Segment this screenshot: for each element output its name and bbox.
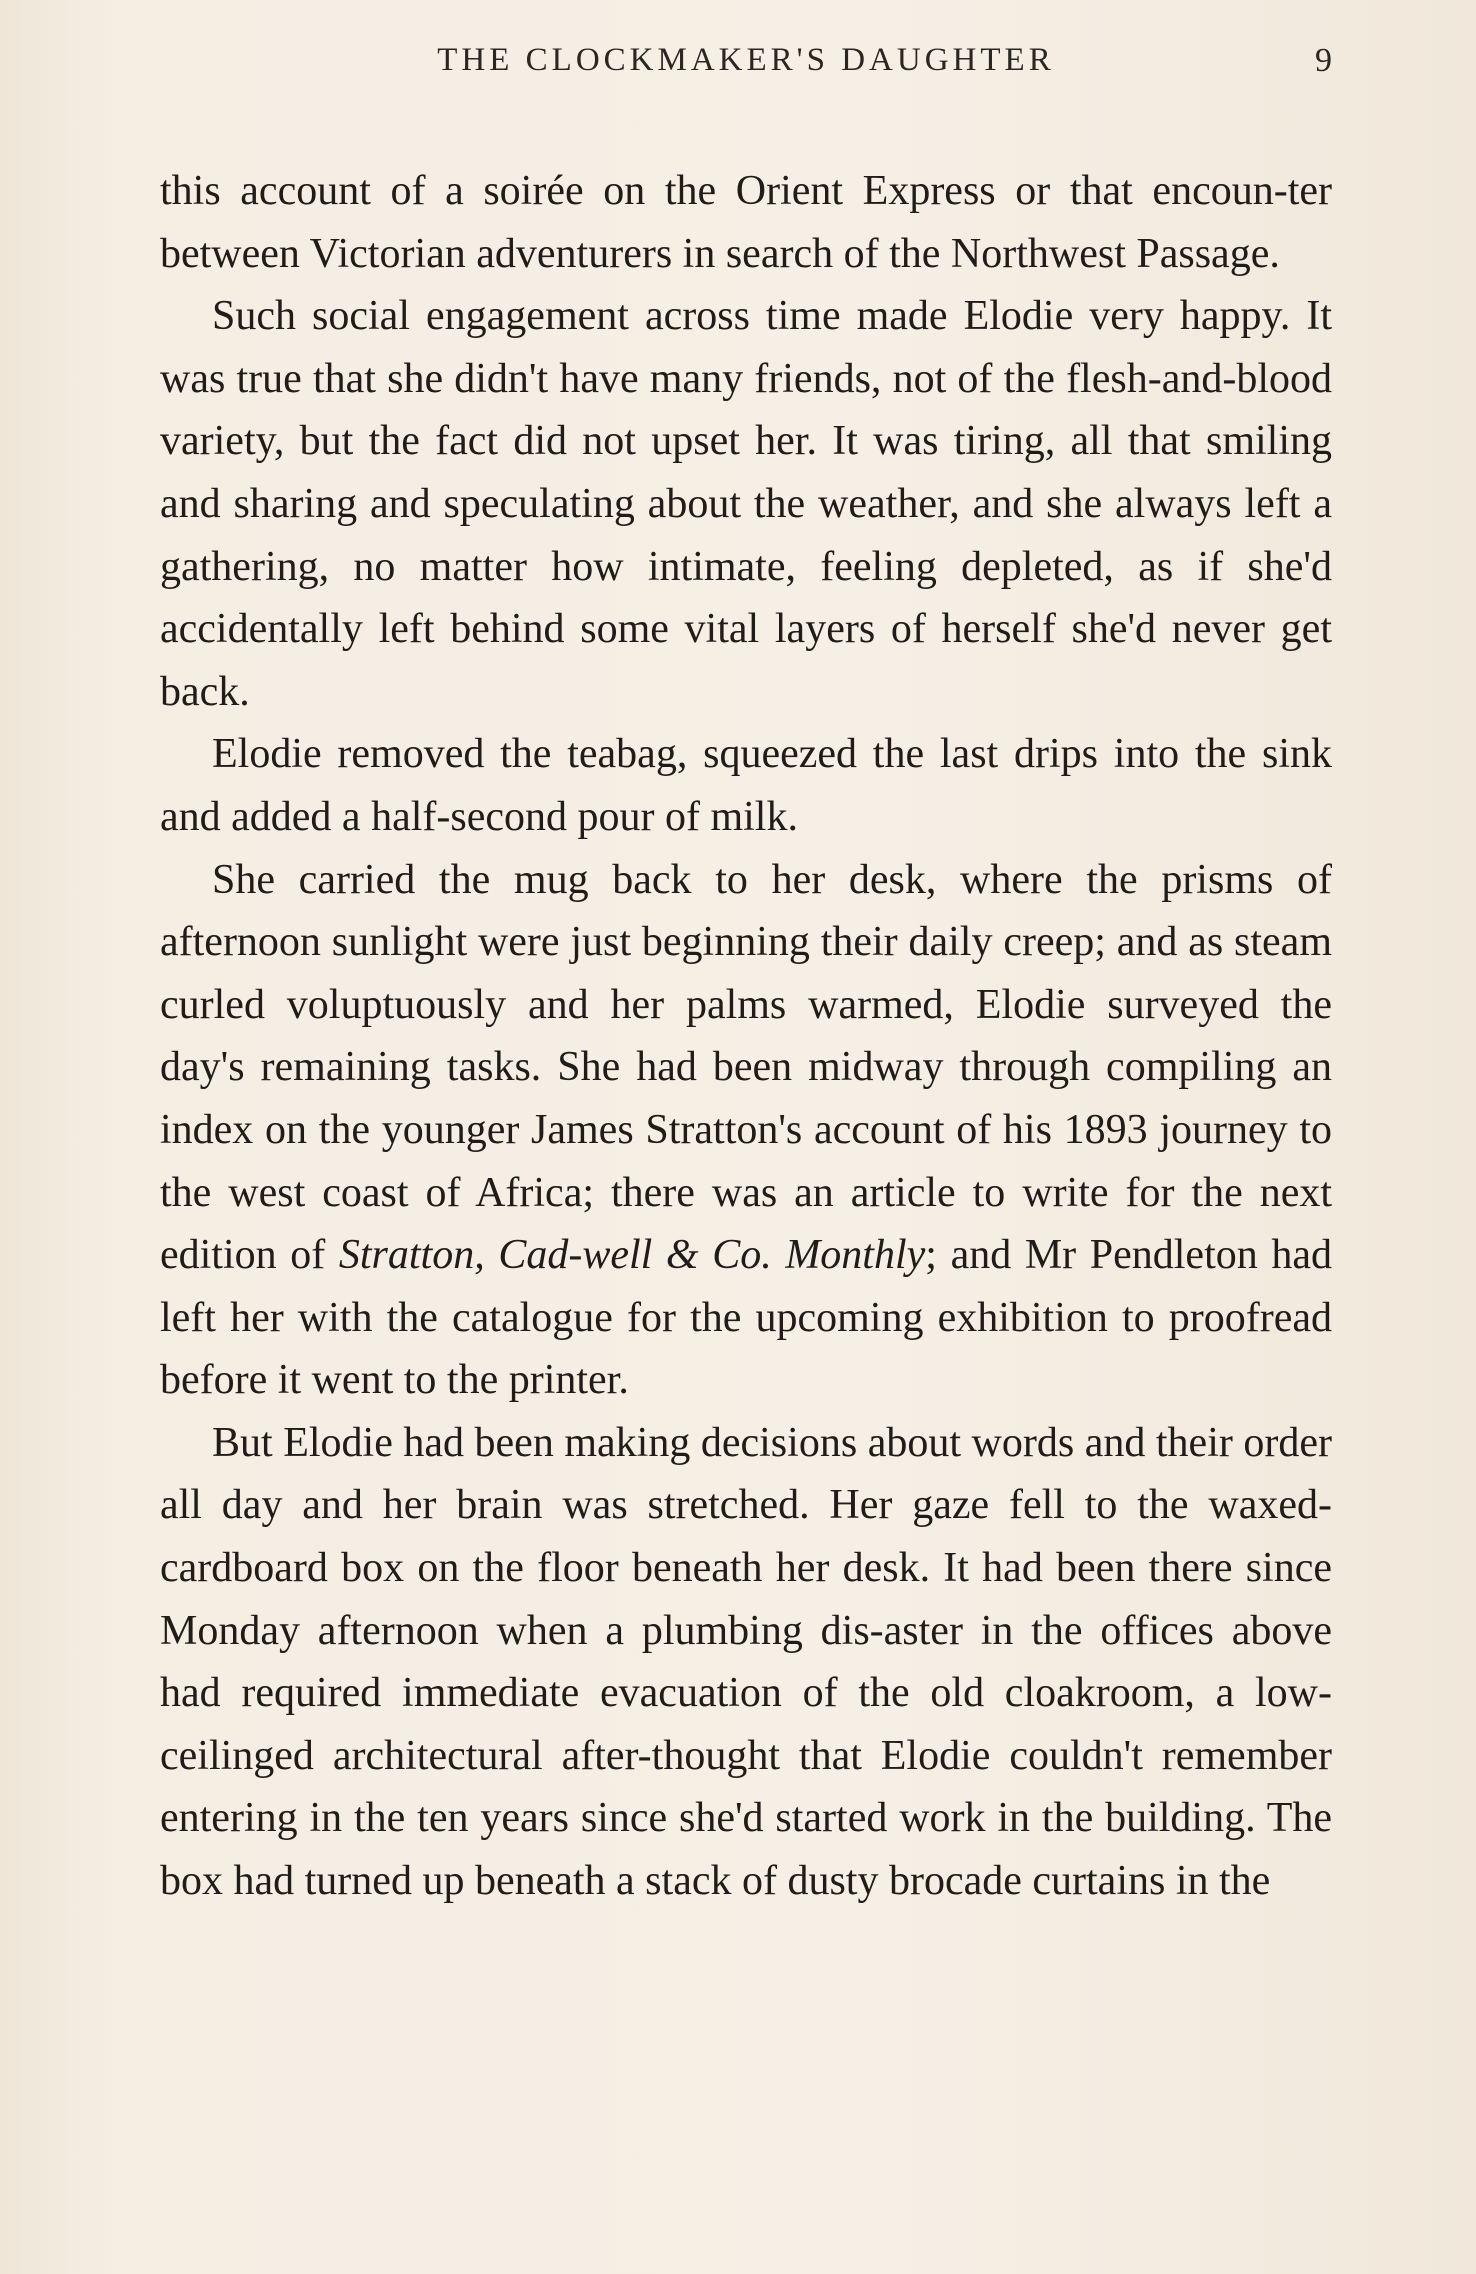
publication-title: Stratton, Cad-well & Co. Monthly — [338, 1232, 926, 1279]
paragraph — [160, 160, 1332, 285]
paragraph — [160, 723, 1332, 848]
body-text — [160, 160, 1332, 1913]
paragraph-text: this account of a soirée on the Orient Express or that encoun-ter between Victorian adventurers in search of the Northwest Passage. — [160, 168, 1332, 277]
paragraph — [160, 285, 1332, 723]
paragraph-text: Such social engagement across time made Elodie very happy. It was true that she didn't have many friends, not of the flesh-and-blood variety, but the fact did not upset her. It was tiring, all that smiling and sharing and speculating about the weather, and she always left a gathering, no matter how intimate, feeling depleted, as if she'd accidentally left behind some vital layers of herself she'd never get back. — [160, 293, 1332, 715]
page-header — [160, 38, 1332, 88]
paragraph-text: ; and Mr Pendleton had left her with the catalogue for the upcoming exhibition to proofread before it went to the printer. — [160, 1232, 1332, 1404]
paragraph-text: She carried the mug back to her desk, where the prisms of afternoon sunlight were just beginning their daily creep; and as steam curled voluptuously and her palms warmed, Elodie surveyed the day's remaining tasks. She had been midway through compiling an index on the younger James Stratton's account of his 1893 journey to the west coast of Africa; there was an article to write for the next edition of — [160, 856, 1332, 1279]
paragraph — [160, 849, 1332, 1412]
paragraph-text: But Elodie had been making decisions about words and their order all day and her brain was stretched. Her gaze fell to the waxed-cardboard box on the floor beneath her desk. It had been there since Monday afternoon when a plumbing dis-aster in the offices above had required immediate evacuation of the old cloakroom, a low-ceilinged architectural after-thought that Elodie couldn't remember entering in the ten years since she'd started work in the building. The box had turned up beneath a stack of dusty brocade curtains in the — [160, 1419, 1332, 1905]
paragraph-text: Elodie removed the teabag, squeezed the last drips into the sink and added a half-second pour of milk. — [160, 731, 1332, 840]
running-head: THE CLOCKMAKER'S DAUGHTER — [437, 42, 1055, 78]
paragraph — [160, 1412, 1332, 1913]
page-number: 9 — [1315, 42, 1332, 79]
